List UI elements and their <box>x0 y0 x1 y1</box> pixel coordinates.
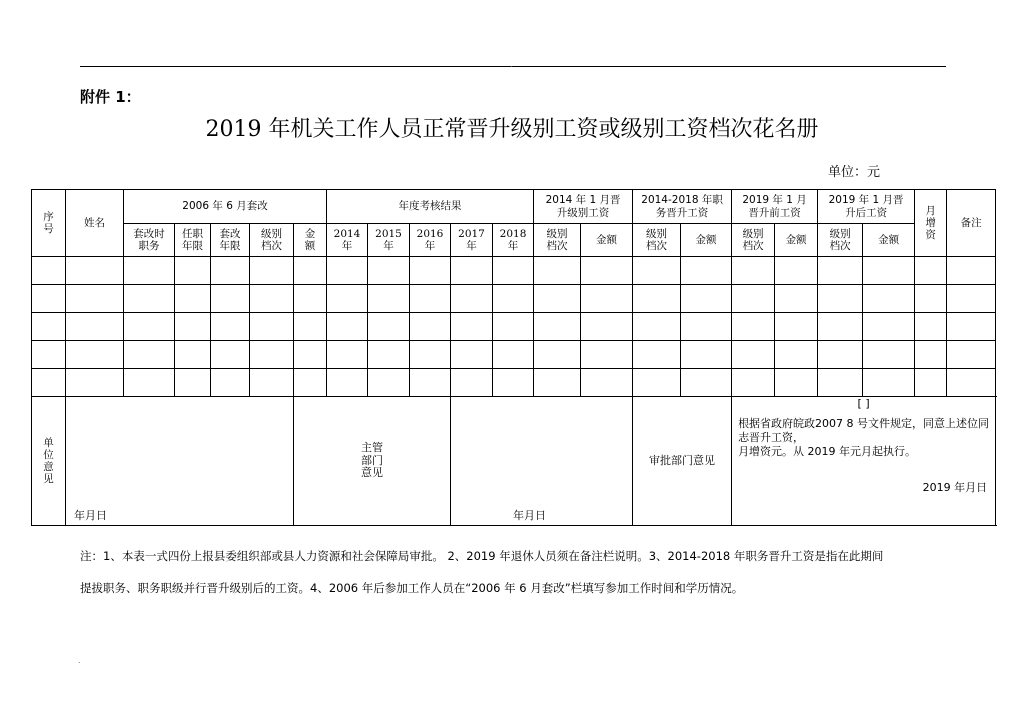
reform-post-header: 套改时 职务 <box>124 224 175 257</box>
table-cell <box>633 341 681 369</box>
table-cell <box>775 313 818 341</box>
table-cell <box>451 313 493 341</box>
table-cell <box>493 341 534 369</box>
table-cell <box>32 313 66 341</box>
table-cell <box>327 341 368 369</box>
unit-opinion-cell <box>66 397 294 526</box>
table-cell <box>250 257 294 285</box>
table-cell <box>581 369 633 397</box>
table-cell <box>732 285 775 313</box>
table-cell <box>451 341 493 369</box>
bracket-placeholder: [ ] <box>857 397 870 410</box>
table-cell <box>66 257 124 285</box>
table-cell <box>410 369 451 397</box>
approval-text: 根据省政府皖政2007 8 号文件规定，同意上述位同志晋升工资， 月增资元。从 2019 年元月起执行。 <box>738 416 990 459</box>
table-cell <box>32 257 66 285</box>
post-2019-grade-header: 级别 档次 <box>818 224 863 257</box>
table-cell <box>211 313 250 341</box>
table-cell <box>211 369 250 397</box>
table-cell <box>947 285 996 313</box>
table-cell <box>32 341 66 369</box>
table-cell <box>633 257 681 285</box>
note-line-1: 注：1、本表一式四份上报县委组织部或县人力资源和社会保障局审批。 2、2019 年退休人员须在备注栏说明。3、2014-2018 年职务晋升工资是指在此期间 <box>80 549 884 563</box>
table-cell <box>410 257 451 285</box>
table-cell <box>451 369 493 397</box>
table-cell <box>732 369 775 397</box>
table-cell <box>947 369 996 397</box>
table-cell <box>581 257 633 285</box>
table-cell <box>681 257 732 285</box>
roster-table <box>31 189 996 526</box>
table-cell <box>250 369 294 397</box>
year-2016-header: 2016 年 <box>410 224 451 257</box>
approval-date: 2019 年月日 <box>922 481 988 495</box>
unit-opinion-label: 单 位 意 见 <box>32 397 66 526</box>
table-cell <box>915 285 947 313</box>
page-dot: . <box>510 60 513 69</box>
table-cell <box>250 313 294 341</box>
table-cell <box>294 257 327 285</box>
pre-2019-amount-header: 金额 <box>775 224 818 257</box>
table-row <box>32 257 996 285</box>
table-cell <box>732 341 775 369</box>
tenure-header: 任职 年限 <box>175 224 211 257</box>
supervisor-opinion-label: 主管 部门 意见 <box>294 397 451 526</box>
table-cell <box>175 341 211 369</box>
table-cell <box>66 285 124 313</box>
table-cell <box>818 285 863 313</box>
table-cell <box>294 341 327 369</box>
table-cell <box>915 313 947 341</box>
seq-header: 序 号 <box>32 190 66 257</box>
table-cell <box>915 257 947 285</box>
table-cell <box>947 341 996 369</box>
table-cell <box>534 257 581 285</box>
year-2018-header: 2018 年 <box>493 224 534 257</box>
table-cell <box>581 313 633 341</box>
note-line-2: 提拔职务、职务职级并行晋升级别后的工资。4、2006 年后参加工作人员在“2006 年 6 月套改”栏填写参加工作时间和学历情况。 <box>80 581 744 595</box>
table-cell <box>775 369 818 397</box>
remark-header: 备注 <box>947 190 996 257</box>
table-cell <box>327 285 368 313</box>
table-cell <box>211 285 250 313</box>
table-cell <box>581 341 633 369</box>
table-cell <box>947 257 996 285</box>
table-cell <box>633 285 681 313</box>
page-dot-bottom: . <box>78 656 81 665</box>
table-cell <box>534 369 581 397</box>
table-cell <box>863 369 915 397</box>
table-cell <box>732 313 775 341</box>
table-cell <box>863 285 915 313</box>
notes <box>80 540 1000 604</box>
table-cell <box>581 285 633 313</box>
table-cell <box>493 313 534 341</box>
promotion-2014-2018-header: 2014-2018 年职 务晋升工资 <box>633 190 732 224</box>
table-row <box>32 313 996 341</box>
table-cell <box>681 313 732 341</box>
table-cell <box>534 313 581 341</box>
promotion-amount-header: 金额 <box>681 224 732 257</box>
level-2014-header: 2014 年 1 月晋 升级别工资 <box>534 190 633 224</box>
table-cell <box>410 313 451 341</box>
name-header: 姓名 <box>66 190 124 257</box>
table-cell <box>124 341 175 369</box>
table-cell <box>294 313 327 341</box>
table-cell <box>32 285 66 313</box>
table-cell <box>250 285 294 313</box>
reform-2006-header: 2006 年 6 月套改 <box>124 190 327 224</box>
pre-2019-grade-header: 级别 档次 <box>732 224 775 257</box>
table-cell <box>124 313 175 341</box>
table-cell <box>66 369 124 397</box>
table-cell <box>124 285 175 313</box>
table-cell <box>66 313 124 341</box>
table-cell <box>451 285 493 313</box>
promotion-grade-header: 级别 档次 <box>633 224 681 257</box>
table-row <box>32 341 996 369</box>
approval-label: 审批部门意见 <box>633 397 732 526</box>
table-cell <box>66 341 124 369</box>
table-cell <box>818 341 863 369</box>
table-cell <box>863 341 915 369</box>
table-cell <box>493 285 534 313</box>
table-cell <box>294 369 327 397</box>
attachment-label: 附件 1： <box>80 88 141 106</box>
level-2014-amount-header: 金额 <box>581 224 633 257</box>
table-cell <box>863 257 915 285</box>
table-cell <box>633 369 681 397</box>
table-cell <box>175 257 211 285</box>
table-cell <box>818 369 863 397</box>
year-2014-header: 2014 年 <box>327 224 368 257</box>
reform-amount-header: 金 额 <box>294 224 327 257</box>
table-cell <box>493 369 534 397</box>
post-2019-amount-header: 金额 <box>863 224 915 257</box>
table-cell <box>681 341 732 369</box>
table-cell <box>294 285 327 313</box>
table-row <box>32 285 996 313</box>
table-cell <box>534 285 581 313</box>
table-cell <box>410 285 451 313</box>
table-cell <box>124 369 175 397</box>
table-cell <box>250 341 294 369</box>
table-cell <box>534 341 581 369</box>
pre-2019-header: 2019 年 1 月 晋升前工资 <box>732 190 818 224</box>
supervisor-opinion-date: 年月日 <box>513 509 547 523</box>
table-cell <box>368 285 410 313</box>
monthly-increase-header: 月 增 资 <box>915 190 947 257</box>
reform-level-header: 级别 档次 <box>250 224 294 257</box>
level-2014-grade-header: 级别 档次 <box>534 224 581 257</box>
table-cell <box>32 369 66 397</box>
table-cell <box>775 257 818 285</box>
reform-years-header: 套改 年限 <box>211 224 250 257</box>
table-cell <box>915 369 947 397</box>
table-cell <box>175 369 211 397</box>
document-title: 2019 年机关工作人员正常晋升级别工资或级别工资档次花名册 <box>205 117 819 142</box>
table-cell <box>681 369 732 397</box>
table-cell <box>818 257 863 285</box>
table-cell <box>818 313 863 341</box>
table-cell <box>775 341 818 369</box>
table-cell <box>368 369 410 397</box>
table-cell <box>124 257 175 285</box>
supervisor-opinion-cell <box>451 397 633 526</box>
year-2015-header: 2015 年 <box>368 224 410 257</box>
table-cell <box>368 313 410 341</box>
top-rule <box>80 66 946 67</box>
approval-cell <box>732 397 996 526</box>
assessment-header: 年度考核结果 <box>327 190 534 224</box>
table-cell <box>327 369 368 397</box>
table-cell <box>211 341 250 369</box>
unit-opinion-date: 年月日 <box>74 509 107 523</box>
table-cell <box>493 257 534 285</box>
table-cell <box>681 285 732 313</box>
table-cell <box>211 257 250 285</box>
year-2017-header: 2017 年 <box>451 224 493 257</box>
data-rows <box>32 257 996 397</box>
table-cell <box>947 313 996 341</box>
table-cell <box>327 257 368 285</box>
table-cell <box>863 313 915 341</box>
table-cell <box>327 313 368 341</box>
table-row <box>32 369 996 397</box>
table-cell <box>915 341 947 369</box>
table-cell <box>775 285 818 313</box>
table-cell <box>732 257 775 285</box>
post-2019-header: 2019 年 1 月晋 升后工资 <box>818 190 915 224</box>
table-cell <box>410 341 451 369</box>
table-cell <box>633 313 681 341</box>
table-cell <box>368 257 410 285</box>
table-cell <box>368 341 410 369</box>
table-cell <box>175 285 211 313</box>
table-cell <box>175 313 211 341</box>
unit-label: 单位：元 <box>828 165 881 180</box>
table-cell <box>451 257 493 285</box>
